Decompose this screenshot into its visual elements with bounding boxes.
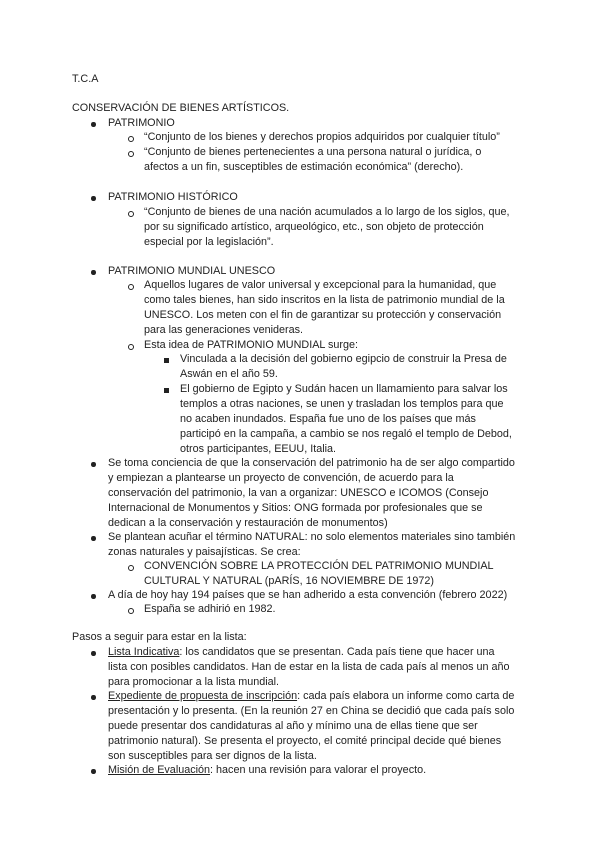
list-item-cont: patrimonio natural). Se presenta el proyecto, el comité principal decide qué bienes [108,735,502,747]
bullet-circle [128,565,134,571]
term-mision: Misión de Evaluación [108,764,211,776]
paragraph: A día de hoy hay 194 países que se han adherido a esta convención (febrero 2022) [108,589,508,601]
bullet-dot [91,651,96,656]
bullet-dot [91,594,96,599]
bullet-dot [91,695,96,700]
list-item-cont: puede presentar dos candidaturas al año y mínimo una de ellas tiene que ser [108,720,478,732]
heading-historico: PATRIMONIO HISTÓRICO [108,191,238,203]
bullet-dot [91,462,96,467]
paragraph-cont: zonas naturales y paisajísticas. Se crea: [108,546,301,558]
bullet-dot [91,270,96,275]
paragraph: Se toma conciencia de que la conservación del patrimonio ha de ser algo compartido [108,457,515,469]
term-expediente: Expediente de propuesta de inscripción [108,690,298,702]
list-item-cont: participó en la campaña, a cambio se nos regaló el templo de Debod, [180,428,512,440]
bullet-square [164,358,169,363]
bullet-square [164,388,169,393]
paragraph-cont: Internacional de Monumentos y Sitios: ONG formada por profesionales que se [108,502,483,514]
list-item: “Conjunto de los bienes y derechos propios adquiridos por cualquier título” [144,131,500,143]
bullet-dot [91,536,96,541]
list-item: Esta idea de PATRIMONIO MUNDIAL surge: [144,339,359,351]
heading-patrimonio: PATRIMONIO [108,117,175,129]
paragraph: Se plantean acuñar el término NATURAL: no solo elementos materiales sino también [108,531,516,543]
bullet-circle [128,151,134,157]
list-item-cont: por su significado artístico, arqueológico, etc., son objeto de protección [144,221,484,233]
list-item-cont: para promocionar a la lista mundial. [108,676,280,688]
term-lista-indicativa: Lista Indicativa [108,646,180,658]
list-item: Misión de Evaluación: hacen una revisión para valorar el proyecto. [108,764,427,776]
section-title: CONSERVACIÓN DE BIENES ARTÍSTICOS. [72,102,290,114]
list-item: “Conjunto de bienes de una nación acumulados a lo largo de los siglos, que, [144,206,510,218]
list-item-cont: otros participantes, EEUU, Italia. [180,443,337,455]
bullet-dot [91,769,96,774]
paragraph-cont: conservación del patrimonio, la van a organizar: UNESCO e ICOMOS (Consejo [108,487,489,499]
list-item-cont: UNESCO. Los meten con el fin de garantizar su protección y conservación [144,309,502,321]
list-item-cont: lista con posibles candidatos. Han de estar en la lista de cada país al menos un año [108,661,510,673]
bullet-dot [91,196,96,201]
list-item: El gobierno de Egipto y Sudán hacen un llamamiento para salvar los [180,383,508,395]
list-item: España se adhirió en 1982. [144,603,276,615]
list-item: Expediente de propuesta de inscripción: cada país elabora un informe como carta de [108,690,515,702]
heading-unesco: PATRIMONIO MUNDIAL UNESCO [108,265,276,277]
paragraph-cont: y empiezan a plantearse un proyecto de convención, de acuerdo para la [108,472,454,484]
bullet-circle [128,211,134,217]
list-item-cont: CULTURAL Y NATURAL (pARÍS, 16 NOVIEMBRE DE 1972) [144,575,435,587]
list-item-cont: templos a otras naciones, se unen y trasladan los templos para que [180,398,504,410]
list-item-cont: como tales bienes, han sido inscritos en la lista de patrimonio mundial de la [144,294,505,306]
paragraph-cont: dedican a la conservación y restauración de monumentos) [108,517,388,529]
list-item: CONVENCIÓN SOBRE LA PROTECCIÓN DEL PATRIMONIO MUNDIAL [144,560,494,572]
list-item-cont: para las generaciones venideras. [144,324,304,336]
list-item-cont: Aswán en el año 59. [180,368,278,380]
bullet-circle [128,284,134,290]
bullet-circle [128,608,134,614]
list-item: Aquellos lugares de valor universal y excepcional para la humanidad, que [144,279,497,291]
list-item-cont: son susceptibles para ser dignos de la lista. [108,750,317,762]
list-item-cont: presentación y lo presenta. (En la reunión 27 en China se decidió que cada país solo [108,705,515,717]
bullet-circle [128,344,134,350]
list-item: “Conjunto de bienes pertenecientes a una persona natural o jurídica, o [144,146,482,158]
list-item: Vinculada a la decisión del gobierno egipcio de construir la Presa de [180,353,507,365]
bullet-circle [128,136,134,142]
list-item-cont: no acaben inundados. España fue uno de los países que más [180,413,476,425]
subsection-title: Pasos a seguir para estar en la lista: [72,631,247,643]
list-item-cont: especial por la legislación”. [144,236,274,248]
list-item-cont: afectos a un fin, susceptibles de estimación económica” (derecho). [144,161,464,173]
bullet-dot [91,122,96,127]
doc-header: T.C.A [72,73,99,85]
list-item: Lista Indicativa: los candidatos que se presentan. Cada país tiene que hacer una [108,646,495,658]
